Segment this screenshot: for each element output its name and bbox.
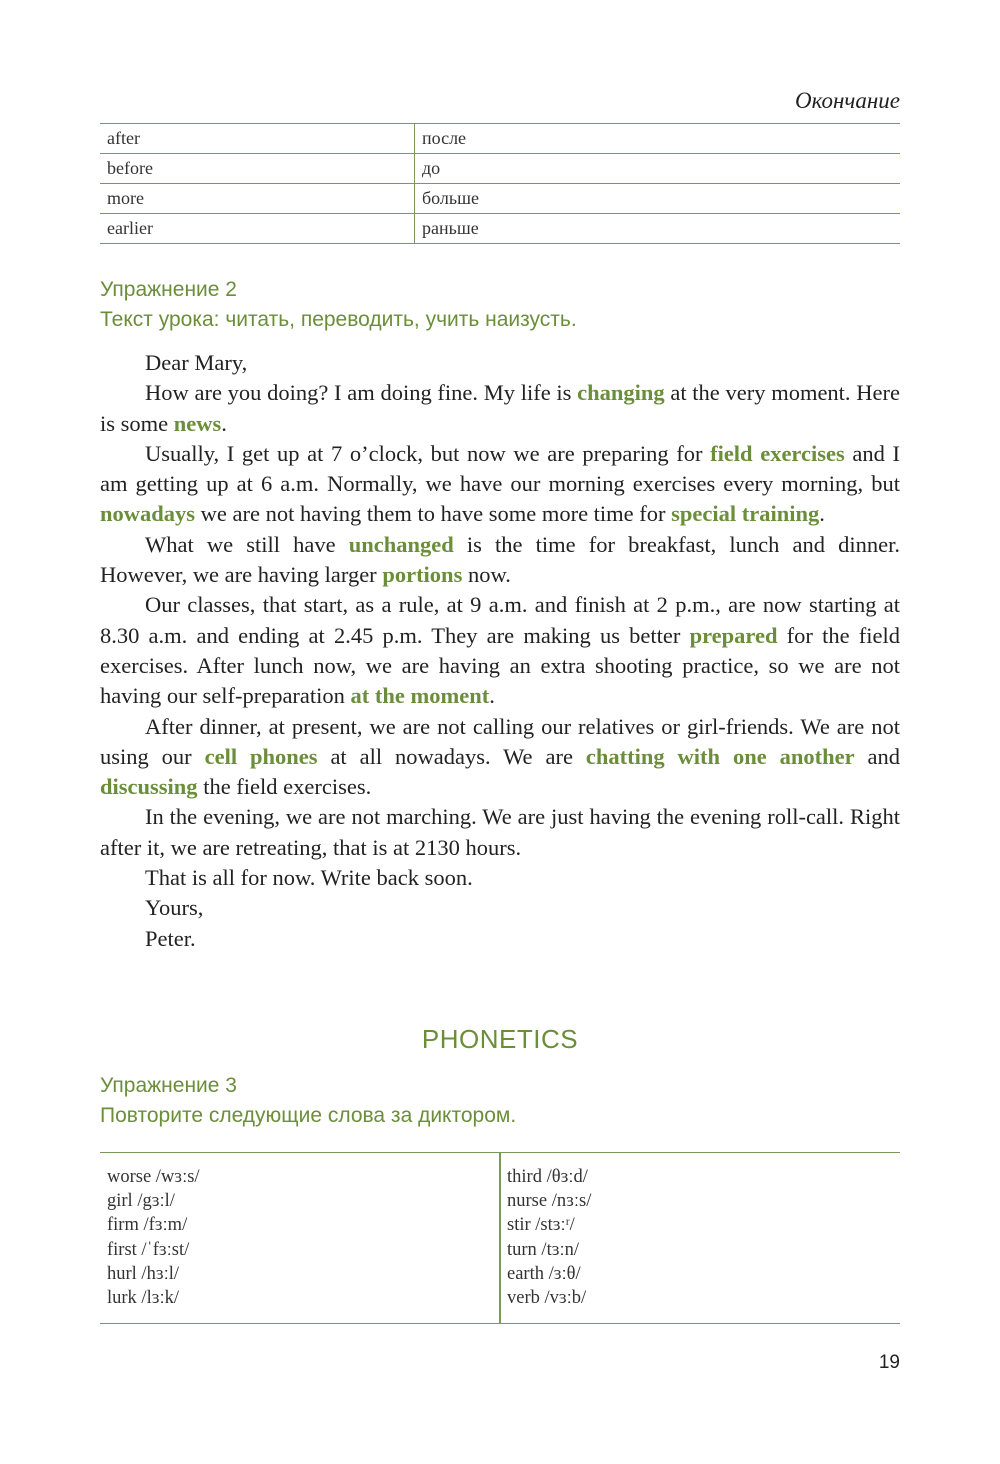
letter-paragraph-5 <box>100 712 900 803</box>
text-run: How are you doing? I am doing fine. My life is <box>145 380 578 406</box>
russian-translation: больше <box>415 184 901 214</box>
phonetics-column-left <box>107 1165 200 1310</box>
highlighted-word: chatting with one another <box>585 743 855 769</box>
text-run: now. <box>462 562 511 588</box>
text-run: After dinner, at present, we are not calling our relatives or girl-friends. We are not using our <box>100 713 900 769</box>
text-run: for the field exercises. After lunch now, we are having an extra shooting practice, so we are not having our self-preparation <box>100 622 900 709</box>
russian-translation: раньше <box>415 214 901 244</box>
list-item: first /ˈfɜːst/ <box>107 1239 190 1260</box>
russian-translation: до <box>415 154 901 184</box>
letter-paragraph-2 <box>100 439 900 530</box>
highlighted-word: nowadays <box>100 501 196 527</box>
exercise-3-title: Упражнение 3 <box>100 1074 237 1097</box>
letter-closing: Yours, <box>145 895 204 921</box>
highlighted-word: prepared <box>689 622 778 648</box>
text-run: and I am getting up at 6 a.m. Normally, we have our morning exercises every morning, but <box>100 440 900 497</box>
list-item: hurl /hɜːl/ <box>107 1263 180 1284</box>
text-run: Usually, I get up at 7 o’clock, but now we are preparing for <box>145 440 711 466</box>
letter-greeting: Dear Mary, <box>145 350 248 375</box>
list-item: turn /tɜːn/ <box>507 1239 580 1260</box>
page-number: 19 <box>878 1352 900 1373</box>
letter-paragraph-1 <box>100 378 900 439</box>
list-item: stir /stɜːʳ/ <box>507 1215 575 1236</box>
highlighted-word: field exercises <box>710 440 845 466</box>
text-run: at all nowadays. We are <box>317 743 586 769</box>
phonetics-column-right <box>507 1165 591 1310</box>
table-row <box>100 154 900 184</box>
exercise-3-header <box>100 1071 516 1131</box>
vocabulary-table <box>100 123 900 244</box>
text-run: . <box>489 683 495 709</box>
english-word: before <box>100 154 415 184</box>
highlighted-word: at the moment <box>350 683 490 709</box>
letter-paragraph-4 <box>100 590 900 711</box>
list-item: girl /gɜːl/ <box>107 1191 175 1212</box>
list-item: earth /ɜːθ/ <box>507 1263 581 1284</box>
text-run: and <box>854 743 901 769</box>
phonetics-table <box>100 1152 900 1324</box>
text-run: we are not having them to have some more time for <box>195 501 672 527</box>
list-item: third /θɜːd/ <box>507 1167 588 1187</box>
table-row <box>100 184 900 214</box>
column-divider <box>499 1153 501 1323</box>
list-item: nurse /nɜːs/ <box>507 1191 592 1212</box>
text-run: . <box>221 410 227 436</box>
letter-paragraph-3 <box>100 530 900 591</box>
exercise-2-header <box>100 275 577 335</box>
highlighted-word: special training <box>671 501 820 527</box>
exercise-3-instruction: Повторите следующие слова за диктором. <box>100 1104 517 1127</box>
exercise-2-title: Упражнение 2 <box>100 278 237 301</box>
highlighted-word: unchanged <box>348 531 454 557</box>
english-word: more <box>100 184 415 214</box>
highlighted-word: news <box>173 410 222 436</box>
table-row <box>100 124 900 154</box>
text-run: . <box>819 501 825 527</box>
highlighted-word: discussing <box>100 774 198 800</box>
highlighted-word: changing <box>577 380 665 406</box>
lesson-letter <box>100 348 900 954</box>
highlighted-word: portions <box>382 562 463 588</box>
letter-paragraph-7: That is all for now. Write back soon. <box>145 865 473 891</box>
continuation-label: Окончание <box>795 88 900 113</box>
text-run: is the time for breakfast, lunch and dinner. However, we are having larger <box>100 531 900 588</box>
russian-translation: после <box>415 124 901 154</box>
english-word: after <box>100 124 415 154</box>
text-run: at the very moment. Here is some <box>100 380 900 436</box>
list-item: firm /fɜːm/ <box>107 1215 188 1236</box>
section-title: PHONETICS <box>421 1024 579 1054</box>
text-run: Our classes, that start, as a rule, at 9 a.m. and finish at 2 p.m., are now starting at 8.30 a.m. and ending at 2.45 p.m. They are making us better <box>100 592 900 648</box>
text-run: What we still have <box>145 531 349 557</box>
list-item: verb /vɜːb/ <box>507 1288 587 1309</box>
table-row <box>100 214 900 244</box>
highlighted-word: cell phones <box>204 743 318 769</box>
english-word: earlier <box>100 214 415 244</box>
letter-paragraph-6: In the evening, we are not marching. We are just having the evening roll-call. Right after it, we are retreating, that is at 2130 hours. <box>100 804 900 860</box>
letter-signature: Peter. <box>145 925 196 951</box>
exercise-2-instruction: Текст урока: читать, переводить, учить наизусть. <box>100 308 577 331</box>
text-run: the field exercises. <box>197 774 372 800</box>
list-item: worse /wɜːs/ <box>107 1167 200 1187</box>
list-item: lurk /lɜːk/ <box>107 1288 180 1309</box>
